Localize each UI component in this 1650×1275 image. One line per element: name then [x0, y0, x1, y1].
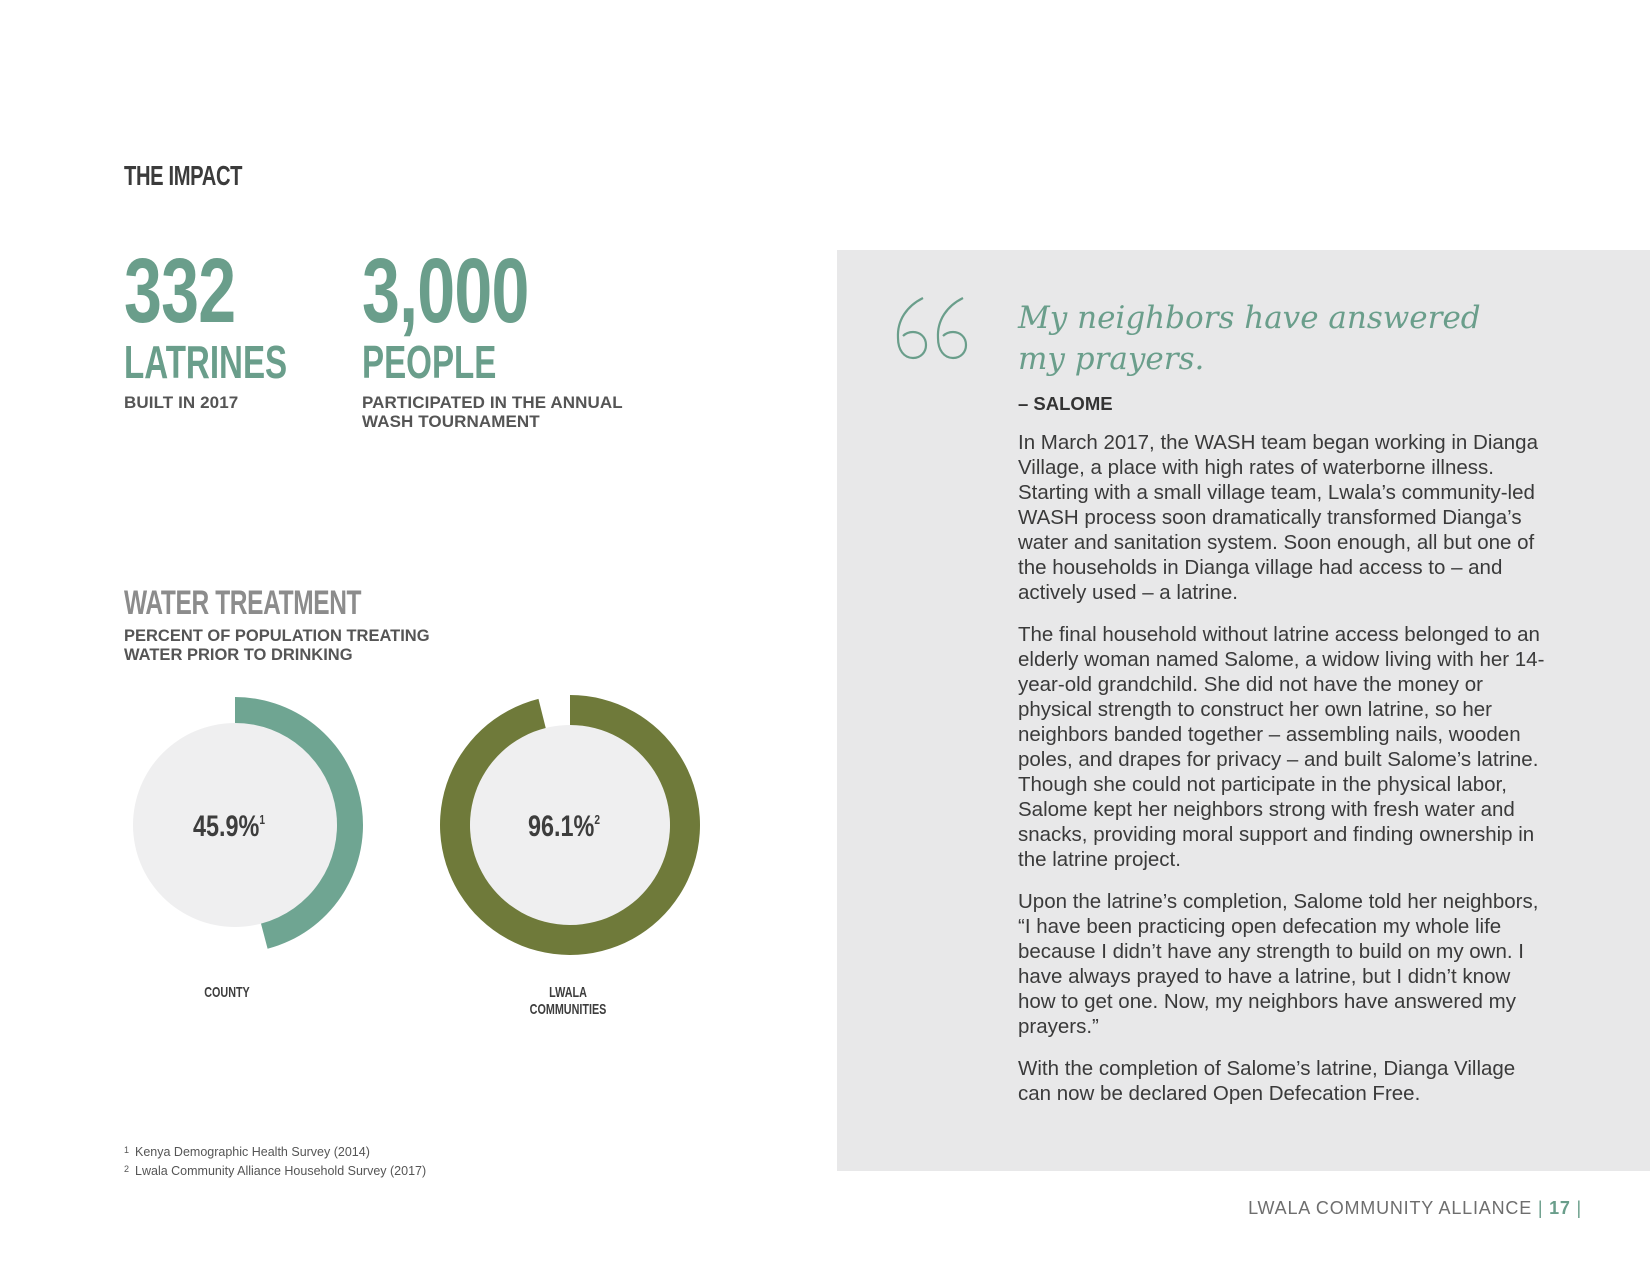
story-body: [1018, 430, 1548, 1123]
footnotes: [124, 1142, 426, 1180]
footnote: [124, 1142, 426, 1161]
stat-people: [362, 240, 623, 431]
pull-quote: [1018, 298, 1538, 380]
stat-latrines: [124, 240, 351, 412]
stat-description: [124, 393, 351, 412]
water-treatment-subtitle: [124, 627, 430, 665]
footnote: [124, 1161, 426, 1180]
story-paragraph: Upon the latrine’s completion, Salome told her neighbors, “I have been practicing open defecation my whole life because I didn’t have any strength to build on my own. I have always prayed to have a latrine, but I didn’t know how to get one. Now, my neighbors have answered my prayers.”: [1018, 890, 1539, 1038]
donut-charts: [110, 690, 710, 1020]
donut-value-label: 45.9%$^1$: [193, 809, 265, 843]
page-footer: [1248, 1198, 1582, 1219]
stat-unit: PEOPLE: [362, 336, 497, 388]
donut-category-label: COUNTY: [204, 983, 250, 1001]
footnote-text: Lwala Community Alliance Household Survey (2017): [135, 1164, 427, 1178]
stat-description: [362, 393, 623, 431]
quote-mark-icon: [893, 290, 973, 370]
water-treatment-title: WATER TREATMENT: [124, 584, 362, 622]
footer-org: LWALA COMMUNITY ALLIANCE: [1248, 1198, 1532, 1218]
donut-value-label: 96.1%$^2$: [528, 809, 600, 843]
page-number: 17: [1549, 1198, 1571, 1218]
footnote-text: Kenya Demographic Health Survey (2014): [135, 1145, 370, 1159]
donut-category-label: COMMUNITIES: [529, 1000, 607, 1018]
quote-line: my prayers.: [1018, 341, 1205, 377]
stat-description-line: WASH TOURNAMENT: [362, 412, 540, 431]
story-paragraph: The final household without latrine access belonged to an elderly woman named Salome, a widow living with her 14-year-old grandchild. She did not have the money or physical strength to construct her own latrine, so her neighbors banded together – assembling nails, wooden poles, and drapes for privacy – and built Salome’s latrine. Though she could not participate in the physical labor, Salome kept her neighbors strong with fresh water and snacks, providing moral support and finding ownership in the latrine project.: [1018, 623, 1545, 871]
stat-description-line: BUILT IN 2017: [124, 393, 239, 412]
stat-description-line: PARTICIPATED IN THE ANNUAL: [362, 393, 623, 412]
stat-unit: LATRINES: [124, 336, 288, 388]
subtitle-line: PERCENT OF POPULATION TREATING: [124, 627, 430, 645]
stat-number: 332: [124, 240, 236, 342]
quote-attribution: – SALOME: [1018, 393, 1113, 414]
footnote-number: 1: [124, 1145, 130, 1155]
donut-category-label: LWALA: [549, 983, 587, 1001]
footnote-number: 2: [124, 1164, 130, 1174]
footer-divider: |: [1537, 1198, 1550, 1218]
subtitle-line: WATER PRIOR TO DRINKING: [124, 646, 353, 664]
section-title: THE IMPACT: [124, 160, 243, 191]
quote-line: My neighbors have answered: [1018, 300, 1481, 336]
footer-divider: |: [1570, 1198, 1582, 1218]
stat-number: 3,000: [362, 240, 529, 342]
story-paragraph: With the completion of Salome’s latrine, Dianga Village can now be declared Open Defecation Free.: [1018, 1057, 1516, 1105]
story-paragraph: In March 2017, the WASH team began working in Dianga Village, a place with high rates of waterborne illness. Starting with a small village team, Lwala’s community-led WASH process soon dramatically transformed Dianga’s water and sanitation system. Soon enough, all but one of the households in Dianga village had access to – and actively used – a latrine.: [1018, 431, 1538, 604]
